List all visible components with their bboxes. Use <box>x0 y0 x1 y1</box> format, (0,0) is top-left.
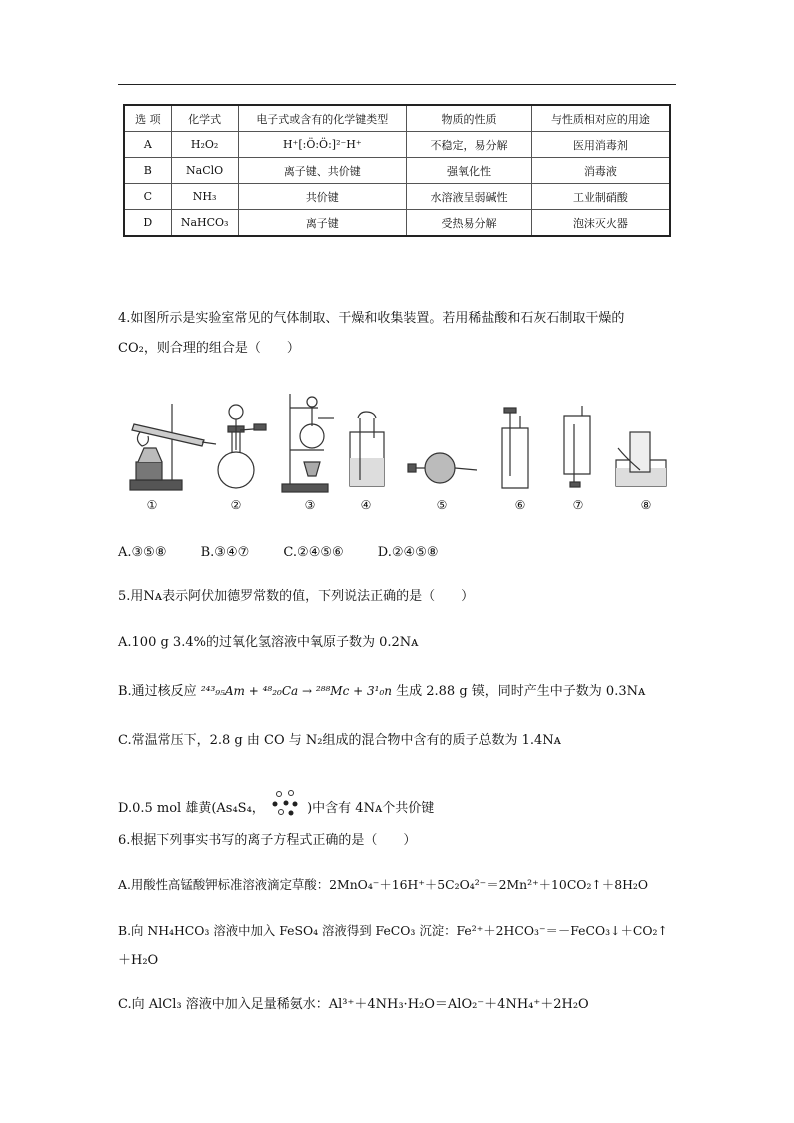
q6-option-b-line1: B.向 NH₄HCO₃ 溶液中加入 FeSO₄ 溶液得到 FeCO₃ 沉淀：Fe²⁺＋2HCO₃⁻＝－FeCO₃↓＋CO₂↑ <box>118 923 668 938</box>
table-cell: B <box>124 158 171 184</box>
apparatus-label: ⑧ <box>640 498 652 512</box>
q5-d-prefix: D.0.5 mol 雄黄(As₄S₄， <box>118 801 265 816</box>
table-row <box>124 184 670 210</box>
table-cell: A <box>124 132 171 158</box>
apparatus-8-icon <box>616 432 666 486</box>
table-row <box>124 132 670 158</box>
q5-option-b <box>118 680 645 703</box>
apparatus-5-icon <box>408 453 477 483</box>
apparatus-1-icon <box>130 404 216 490</box>
header-cell: 物质的性质 <box>407 105 532 132</box>
apparatus-label: ⑤ <box>436 498 448 512</box>
option-b: B.③④⑦ <box>200 545 250 560</box>
table-cell: 不稳定，易分解 <box>407 132 532 158</box>
table-cell: NH₃ <box>171 184 238 210</box>
option-c: C.②④⑤⑥ <box>283 545 344 560</box>
q6-option-b-line2: ＋H₂O <box>118 953 159 968</box>
table-cell: 共价键 <box>238 184 406 210</box>
header-cell: 电子式或含有的化学键类型 <box>238 105 406 132</box>
apparatus-2-icon <box>218 405 266 488</box>
header-cell: 选 项 <box>124 105 171 132</box>
option-a: A.③⑤⑧ <box>118 545 167 560</box>
table-cell: 水溶液呈弱碱性 <box>407 184 532 210</box>
header-cell: 化学式 <box>171 105 238 132</box>
table-cell: 医用消毒剂 <box>531 132 670 158</box>
q6-option-a: A.用酸性高锰酸钾标准溶液滴定草酸：2MnO₄⁻＋16H⁺＋5C₂O₄²⁻＝2Mn²⁺＋10CO₂↑＋8H₂O <box>118 877 649 892</box>
apparatus-label: ② <box>230 498 242 512</box>
q5-option-c: C.常温常压下，2.8 g 由 CO 与 N₂组成的混合物中含有的质子总数为 1.4Nᴀ <box>118 733 561 748</box>
table-cell: NaHCO₃ <box>171 210 238 237</box>
apparatus-6-icon <box>502 408 528 488</box>
table-cell: 强氧化性 <box>407 158 532 184</box>
table-cell: 离子键、共价键 <box>238 158 406 184</box>
q5-option-a: A.100 g 3.4%的过氧化氢溶液中氧原子数为 0.2Nᴀ <box>118 635 419 650</box>
table-row <box>124 210 670 237</box>
option-d: D.②④⑤⑧ <box>377 545 439 560</box>
apparatus-label: ① <box>146 498 158 512</box>
table-cell: D <box>124 210 171 237</box>
table-row <box>124 158 670 184</box>
q5-stem: 5.用Nᴀ表示阿伏加德罗常数的值，下列说法正确的是（ ） <box>118 589 475 604</box>
apparatus-3-icon <box>282 394 334 492</box>
q4-options <box>118 542 439 564</box>
table-cell: 离子键 <box>238 210 406 237</box>
q5-b-suffix: 生成 2.88 g 镆，同时产生中子数为 0.3Nᴀ <box>396 684 646 699</box>
nuclear-equation: ²⁴³₉₅Am + ⁴⁸₂₀Ca → ²⁸⁸Mc + 3¹₀n <box>200 684 392 698</box>
table-cell: 消毒液 <box>531 158 670 184</box>
apparatus-4-icon <box>350 412 384 486</box>
q6-option-c: C.向 AlCl₃ 溶液中加入足量稀氨水：Al³⁺＋4NH₃·H₂O＝AlO₂⁻＋4NH₄⁺＋2H₂O <box>118 997 589 1012</box>
q5-d-suffix: )中含有 4Nᴀ个共价键 <box>307 801 435 816</box>
q4-stem-line1: 4.如图所示是实验室常见的气体制取、干燥和收集装置。若用稀盐酸和石灰石制取干燥的 <box>118 311 625 326</box>
table-cell: 泡沫灭火器 <box>531 210 670 237</box>
top-rule <box>118 84 676 85</box>
q5-option-d <box>118 788 434 820</box>
q4-stem-line2: CO₂，则合理的组合是（ ） <box>118 341 300 356</box>
table-cell: C <box>124 184 171 210</box>
header-cell: 与性质相对应的用途 <box>531 105 670 132</box>
table-cell: H₂O₂ <box>171 132 238 158</box>
table-header-row <box>124 105 670 132</box>
apparatus-illustration <box>118 388 678 496</box>
table-cell: 受热易分解 <box>407 210 532 237</box>
apparatus-label: ⑦ <box>572 498 584 512</box>
apparatus-7-icon <box>564 406 590 487</box>
apparatus-label: ③ <box>304 498 316 512</box>
table-cell: H⁺[:Ö:Ö:]²⁻H⁺ <box>238 132 406 158</box>
q5-b-prefix: B.通过核反应 <box>118 684 197 699</box>
apparatus-label: ④ <box>360 498 372 512</box>
apparatus-label: ⑥ <box>514 498 526 512</box>
table-cell: 工业制硝酸 <box>531 184 670 210</box>
q6-stem: 6.根据下列事实书写的离子方程式正确的是（ ） <box>118 833 417 848</box>
realgar-structure-icon <box>271 788 301 818</box>
apparatus-labels <box>118 498 678 518</box>
table-cell: NaClO <box>171 158 238 184</box>
properties-table <box>123 104 671 237</box>
